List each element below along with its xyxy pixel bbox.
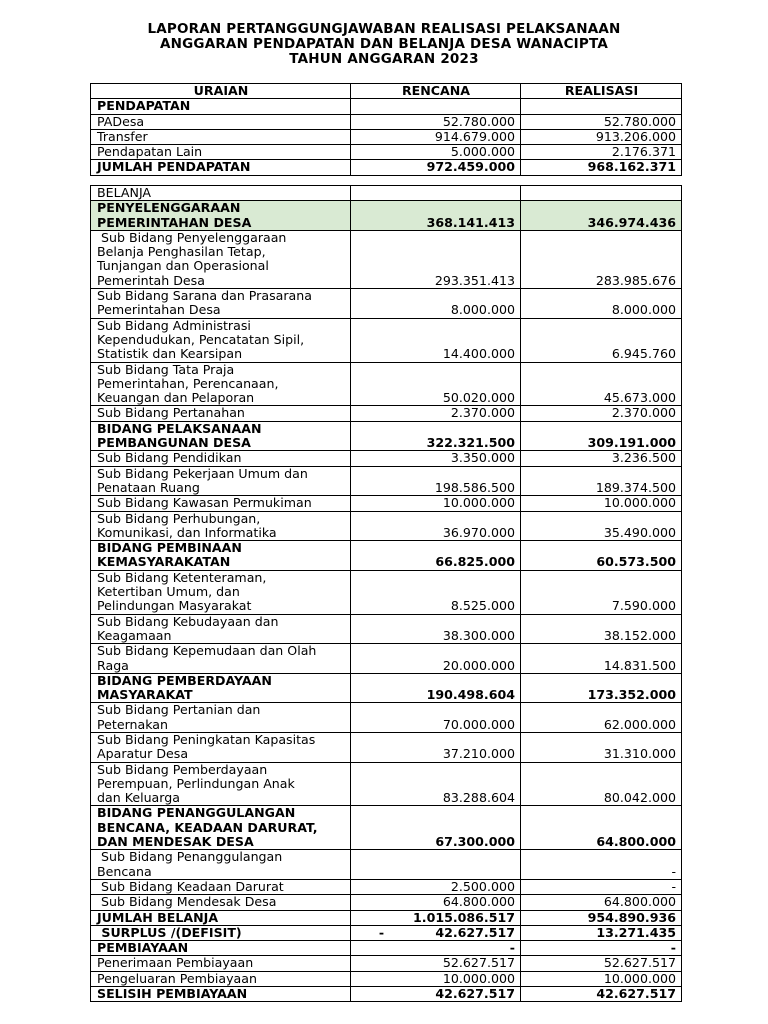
- row-uraian: [91, 762, 351, 806]
- uraian-line: Raga: [97, 657, 129, 673]
- bidang-row: [91, 541, 682, 571]
- uraian-line: PENYELENGGARAAN: [97, 200, 241, 216]
- uraian-line: Bencana: [97, 863, 152, 879]
- row-realisasi: 45.673.000: [521, 362, 682, 406]
- rencana-value: 66.825.000: [435, 554, 515, 570]
- row-realisasi: 52.627.517: [521, 956, 682, 971]
- uraian-line: Komunikasi, dan Informatika: [97, 524, 277, 540]
- row-rencana: [351, 925, 521, 940]
- rencana-value: 64.800.000: [442, 894, 515, 910]
- rencana-value: 2.500.000: [450, 879, 515, 894]
- uraian-line: Sub Bidang Pertanian dan: [97, 702, 261, 718]
- uraian-line: Sub Bidang Mendesak Desa: [97, 894, 277, 910]
- row-realisasi: 189.374.500: [521, 466, 682, 496]
- uraian-line: Sub Bidang Kepemudaan dan Olah: [97, 643, 317, 659]
- rencana-value: 20.000.000: [442, 657, 515, 673]
- rencana-value: 36.970.000: [442, 524, 515, 540]
- uraian-line: Belanja Penghasilan Tetap,: [97, 244, 266, 260]
- row-uraian: [91, 466, 351, 496]
- row-rencana: [351, 987, 521, 1002]
- uraian-line: Sub Bidang Keadaan Darurat: [97, 879, 284, 894]
- row-realisasi: -: [521, 850, 682, 880]
- uraian-line: Tunjangan dan Operasional: [97, 258, 269, 274]
- table-row: [91, 762, 682, 806]
- row-rencana: 52.780.000: [351, 114, 521, 129]
- row-uraian: [91, 644, 351, 674]
- row-uraian: [91, 806, 351, 850]
- header-rencana: RENCANA: [351, 84, 521, 99]
- row-uraian: [91, 956, 351, 971]
- table-row: [91, 406, 682, 421]
- uraian-line: Peternakan: [97, 716, 169, 732]
- uraian-line: Sub Bidang Pemberdayaan: [97, 762, 268, 777]
- row-rencana: [351, 910, 521, 925]
- belanja-section-row: [91, 186, 682, 201]
- row-realisasi: 64.800.000: [521, 895, 682, 910]
- uraian-line: DAN MENDESAK DESA: [97, 834, 254, 850]
- row-rencana: [351, 806, 521, 850]
- row-realisasi: 80.042.000: [521, 762, 682, 806]
- row-rencana: [351, 570, 521, 614]
- rencana-value: 37.210.000: [442, 746, 515, 762]
- uraian-line: PEMBANGUNAN DESA: [97, 435, 251, 451]
- uraian-line: SELISIH PEMBIAYAAN: [97, 986, 248, 1002]
- uraian-line: Pemerintahan, Perencanaan,: [97, 375, 279, 391]
- row-realisasi: 283.985.676: [521, 230, 682, 288]
- uraian-line: BIDANG PEMBERDAYAAN: [97, 673, 272, 688]
- report-title-line-3: TAHUN ANGGARAN 2023: [289, 51, 479, 67]
- row-uraian: [91, 421, 351, 451]
- uraian-line: BIDANG PENANGGULANGAN: [97, 805, 296, 821]
- bidang-row: [91, 910, 682, 925]
- row-realisasi: 14.831.500: [521, 644, 682, 674]
- total-rencana: 972.459.000: [351, 160, 521, 175]
- row-rencana: [351, 541, 521, 571]
- uraian-line: Sub Bidang Administrasi: [97, 318, 251, 333]
- row-rencana: [351, 451, 521, 466]
- bidang-row: [91, 421, 682, 451]
- row-uraian: PADesa: [91, 114, 351, 129]
- row-uraian: [91, 925, 351, 940]
- rencana-value: 38.300.000: [442, 627, 515, 643]
- row-realisasi: 60.573.500: [521, 541, 682, 571]
- row-uraian: [91, 511, 351, 541]
- row-realisasi: 2.370.000: [521, 406, 682, 421]
- row-realisasi: 173.352.000: [521, 673, 682, 703]
- table-row: [91, 362, 682, 406]
- row-realisasi: 954.890.936: [521, 910, 682, 925]
- table-row: [91, 956, 682, 971]
- belanja-label: BELANJA: [91, 186, 351, 201]
- row-rencana: [351, 614, 521, 644]
- rencana-value: 83.288.604: [442, 790, 515, 806]
- row-uraian: [91, 971, 351, 986]
- rencana-value: 8.525.000: [450, 598, 515, 614]
- row-rencana: [351, 318, 521, 362]
- uraian-line: Sub Bidang Ketenteraman,: [97, 570, 267, 585]
- rencana-value: 1.015.086.517: [413, 910, 515, 925]
- empty-cell: [521, 186, 682, 201]
- bidang-row: [91, 806, 682, 850]
- row-realisasi: 3.236.500: [521, 451, 682, 466]
- total-row: [91, 160, 682, 175]
- rencana-value: 322.321.500: [426, 435, 515, 451]
- uraian-line: PEMBIAYAAN: [97, 940, 189, 956]
- rencana-value: 190.498.604: [426, 687, 515, 703]
- table-row: [91, 466, 682, 496]
- belanja-table: [90, 185, 682, 1002]
- pendapatan-label: PENDAPATAN: [91, 99, 351, 114]
- header-row: [91, 84, 682, 99]
- row-realisasi: 35.490.000: [521, 511, 682, 541]
- pendapatan-section-row: [91, 99, 682, 114]
- uraian-line: JUMLAH BELANJA: [97, 910, 219, 925]
- row-rencana: [351, 201, 521, 231]
- row-realisasi: 64.800.000: [521, 806, 682, 850]
- row-realisasi: 8.000.000: [521, 289, 682, 319]
- rencana-value: 2.370.000: [450, 405, 515, 421]
- row-realisasi: 13.271.435: [521, 925, 682, 940]
- row-rencana: [351, 466, 521, 496]
- row-realisasi: 31.310.000: [521, 732, 682, 762]
- row-uraian: [91, 895, 351, 910]
- uraian-line: Sub Bidang Tata Praja: [97, 362, 235, 377]
- row-uraian: [91, 201, 351, 231]
- row-uraian: [91, 496, 351, 511]
- table-row: [91, 703, 682, 733]
- row-realisasi: 10.000.000: [521, 971, 682, 986]
- row-uraian: [91, 541, 351, 571]
- row-uraian: [91, 941, 351, 956]
- uraian-line: Statistik dan Kearsipan: [97, 346, 243, 362]
- report-title-line-1: LAPORAN PERTANGGUNGJAWABAN REALISASI PELAKSANAAN: [147, 21, 621, 37]
- uraian-line: BENCANA, KEADAAN DARURAT,: [97, 819, 318, 835]
- table-row: [91, 289, 682, 319]
- uraian-line: Kependudukan, Pencatatan Sipil,: [97, 331, 305, 347]
- uraian-line: Sub Bidang Peningkatan Kapasitas: [97, 732, 316, 747]
- row-uraian: [91, 910, 351, 925]
- row-rencana: [351, 956, 521, 971]
- uraian-line: Penerimaan Pembiayaan: [97, 955, 254, 971]
- uraian-line: Sub Bidang Penyelenggaraan: [97, 230, 287, 245]
- row-rencana: [351, 762, 521, 806]
- row-uraian: Transfer: [91, 129, 351, 144]
- bidang-row: [91, 673, 682, 703]
- table-row: [91, 129, 682, 144]
- row-realisasi: 10.000.000: [521, 496, 682, 511]
- row-realisasi: 6.945.760: [521, 318, 682, 362]
- uraian-line: Pemerintahan Desa: [97, 302, 221, 318]
- uraian-line: BIDANG PEMBINAAN: [97, 540, 242, 556]
- row-rencana: [351, 732, 521, 762]
- row-rencana: [351, 971, 521, 986]
- rencana-value: 52.627.517: [442, 955, 515, 971]
- table-row: [91, 644, 682, 674]
- uraian-line: Sub Bidang Kawasan Permukiman: [97, 495, 312, 511]
- table-row: [91, 850, 682, 880]
- row-rencana: [351, 644, 521, 674]
- rencana-value: 67.300.000: [435, 834, 515, 850]
- row-uraian: [91, 230, 351, 288]
- row-realisasi: -: [521, 879, 682, 894]
- bidang-row: [91, 925, 682, 940]
- rencana-value: 14.400.000: [442, 346, 515, 362]
- table-row: [91, 732, 682, 762]
- row-uraian: [91, 850, 351, 880]
- uraian-line: Sub Bidang Pertanahan: [97, 405, 245, 421]
- uraian-line: Aparatur Desa: [97, 746, 189, 762]
- table-row: [91, 318, 682, 362]
- row-realisasi: 62.000.000: [521, 703, 682, 733]
- row-rencana: [351, 496, 521, 511]
- rencana-value: 42.627.517: [435, 925, 515, 940]
- row-rencana: [351, 895, 521, 910]
- header-realisasi: REALISASI: [521, 84, 682, 99]
- rencana-value: 10.000.000: [442, 495, 515, 511]
- rencana-value: 293.351.413: [434, 272, 515, 288]
- uraian-line: Penataan Ruang: [97, 479, 200, 495]
- row-uraian: [91, 987, 351, 1002]
- row-rencana: [351, 673, 521, 703]
- rencana-value: 70.000.000: [442, 716, 515, 732]
- row-uraian: Pendapatan Lain: [91, 145, 351, 160]
- table-row: [91, 614, 682, 644]
- row-uraian: [91, 879, 351, 894]
- row-realisasi: 7.590.000: [521, 570, 682, 614]
- rencana-value: 42.627.517: [435, 986, 515, 1002]
- report-title-line-2: ANGGARAN PENDAPATAN DAN BELANJA DESA WANACIPTA: [159, 36, 609, 52]
- row-rencana: [351, 941, 521, 956]
- row-uraian: [91, 318, 351, 362]
- row-realisasi: 2.176.371: [521, 145, 682, 160]
- table-row: [91, 114, 682, 129]
- rencana-value: -: [509, 940, 515, 956]
- row-realisasi: 309.191.000: [521, 421, 682, 451]
- table-row: [91, 570, 682, 614]
- minus-sign: -: [357, 925, 385, 940]
- row-uraian: [91, 570, 351, 614]
- row-realisasi: 346.974.436: [521, 201, 682, 231]
- row-rencana: [351, 230, 521, 288]
- uraian-line: Sub Bidang Kebudayaan dan: [97, 614, 279, 629]
- total-uraian: JUMLAH PENDAPATAN: [91, 160, 351, 175]
- row-rencana: 914.679.000: [351, 129, 521, 144]
- uraian-line: PEMERINTAHAN DESA: [97, 214, 252, 230]
- uraian-line: Sub Bidang Pekerjaan Umum dan: [97, 466, 308, 481]
- table-row: [91, 496, 682, 511]
- empty-cell: [521, 99, 682, 114]
- uraian-line: Perempuan, Perlindungan Anak: [97, 775, 295, 791]
- bidang-row: [91, 201, 682, 231]
- uraian-line: BIDANG PELAKSANAAN: [97, 421, 262, 436]
- row-realisasi: 38.152.000: [521, 614, 682, 644]
- total-realisasi: 968.162.371: [521, 160, 682, 175]
- header-uraian: URAIAN: [91, 84, 351, 99]
- uraian-line: Sub Bidang Sarana dan Prasarana: [97, 288, 312, 304]
- row-rencana: [351, 703, 521, 733]
- table-row: [91, 895, 682, 910]
- table-row: [91, 879, 682, 894]
- row-rencana: [351, 511, 521, 541]
- row-uraian: [91, 362, 351, 406]
- row-rencana: [351, 421, 521, 451]
- row-realisasi: 52.780.000: [521, 114, 682, 129]
- table-row: [91, 230, 682, 288]
- row-uraian: [91, 289, 351, 319]
- row-rencana: [351, 362, 521, 406]
- uraian-line: SURPLUS /(DEFISIT): [97, 925, 242, 940]
- rencana-value: 8.000.000: [450, 302, 515, 318]
- row-rencana: [351, 879, 521, 894]
- uraian-line: Pemerintah Desa: [97, 272, 205, 288]
- row-uraian: [91, 451, 351, 466]
- empty-cell: [351, 186, 521, 201]
- row-rencana: [351, 289, 521, 319]
- rencana-value: 368.141.413: [426, 214, 515, 230]
- row-uraian: [91, 732, 351, 762]
- row-uraian: [91, 673, 351, 703]
- table-row: [91, 971, 682, 986]
- uraian-line: Keagamaan: [97, 627, 172, 643]
- rencana-value: 3.350.000: [450, 450, 515, 466]
- uraian-line: KEMASYARAKATAN: [97, 554, 231, 570]
- rencana-value: 50.020.000: [442, 390, 515, 406]
- uraian-line: Ketertiban Umum, dan: [97, 584, 240, 600]
- row-realisasi: -: [521, 941, 682, 956]
- table-row: [91, 451, 682, 466]
- row-realisasi: 42.627.517: [521, 987, 682, 1002]
- row-uraian: [91, 614, 351, 644]
- rencana-value: 10.000.000: [442, 971, 515, 986]
- empty-cell: [351, 99, 521, 114]
- uraian-line: Sub Bidang Perhubungan,: [97, 511, 261, 526]
- row-rencana: 5.000.000: [351, 145, 521, 160]
- uraian-line: Keuangan dan Pelaporan: [97, 390, 255, 406]
- row-uraian: [91, 406, 351, 421]
- uraian-line: MASYARAKAT: [97, 687, 193, 703]
- uraian-line: Sub Bidang Penanggulangan: [97, 849, 283, 865]
- uraian-line: Pelindungan Masyarakat: [97, 598, 252, 614]
- bidang-row: [91, 941, 682, 956]
- uraian-line: Pengeluaran Pembiayaan: [97, 971, 257, 986]
- uraian-line: Sub Bidang Pendidikan: [97, 450, 242, 466]
- bidang-row: [91, 987, 682, 1002]
- row-rencana: [351, 406, 521, 421]
- report-title: [0, 22, 768, 67]
- table-row: [91, 145, 682, 160]
- pendapatan-table: [90, 83, 682, 176]
- table-row: [91, 511, 682, 541]
- row-uraian: [91, 703, 351, 733]
- rencana-value: 198.586.500: [434, 479, 515, 495]
- uraian-line: dan Keluarga: [97, 790, 180, 806]
- row-realisasi: 913.206.000: [521, 129, 682, 144]
- row-rencana: [351, 850, 521, 880]
